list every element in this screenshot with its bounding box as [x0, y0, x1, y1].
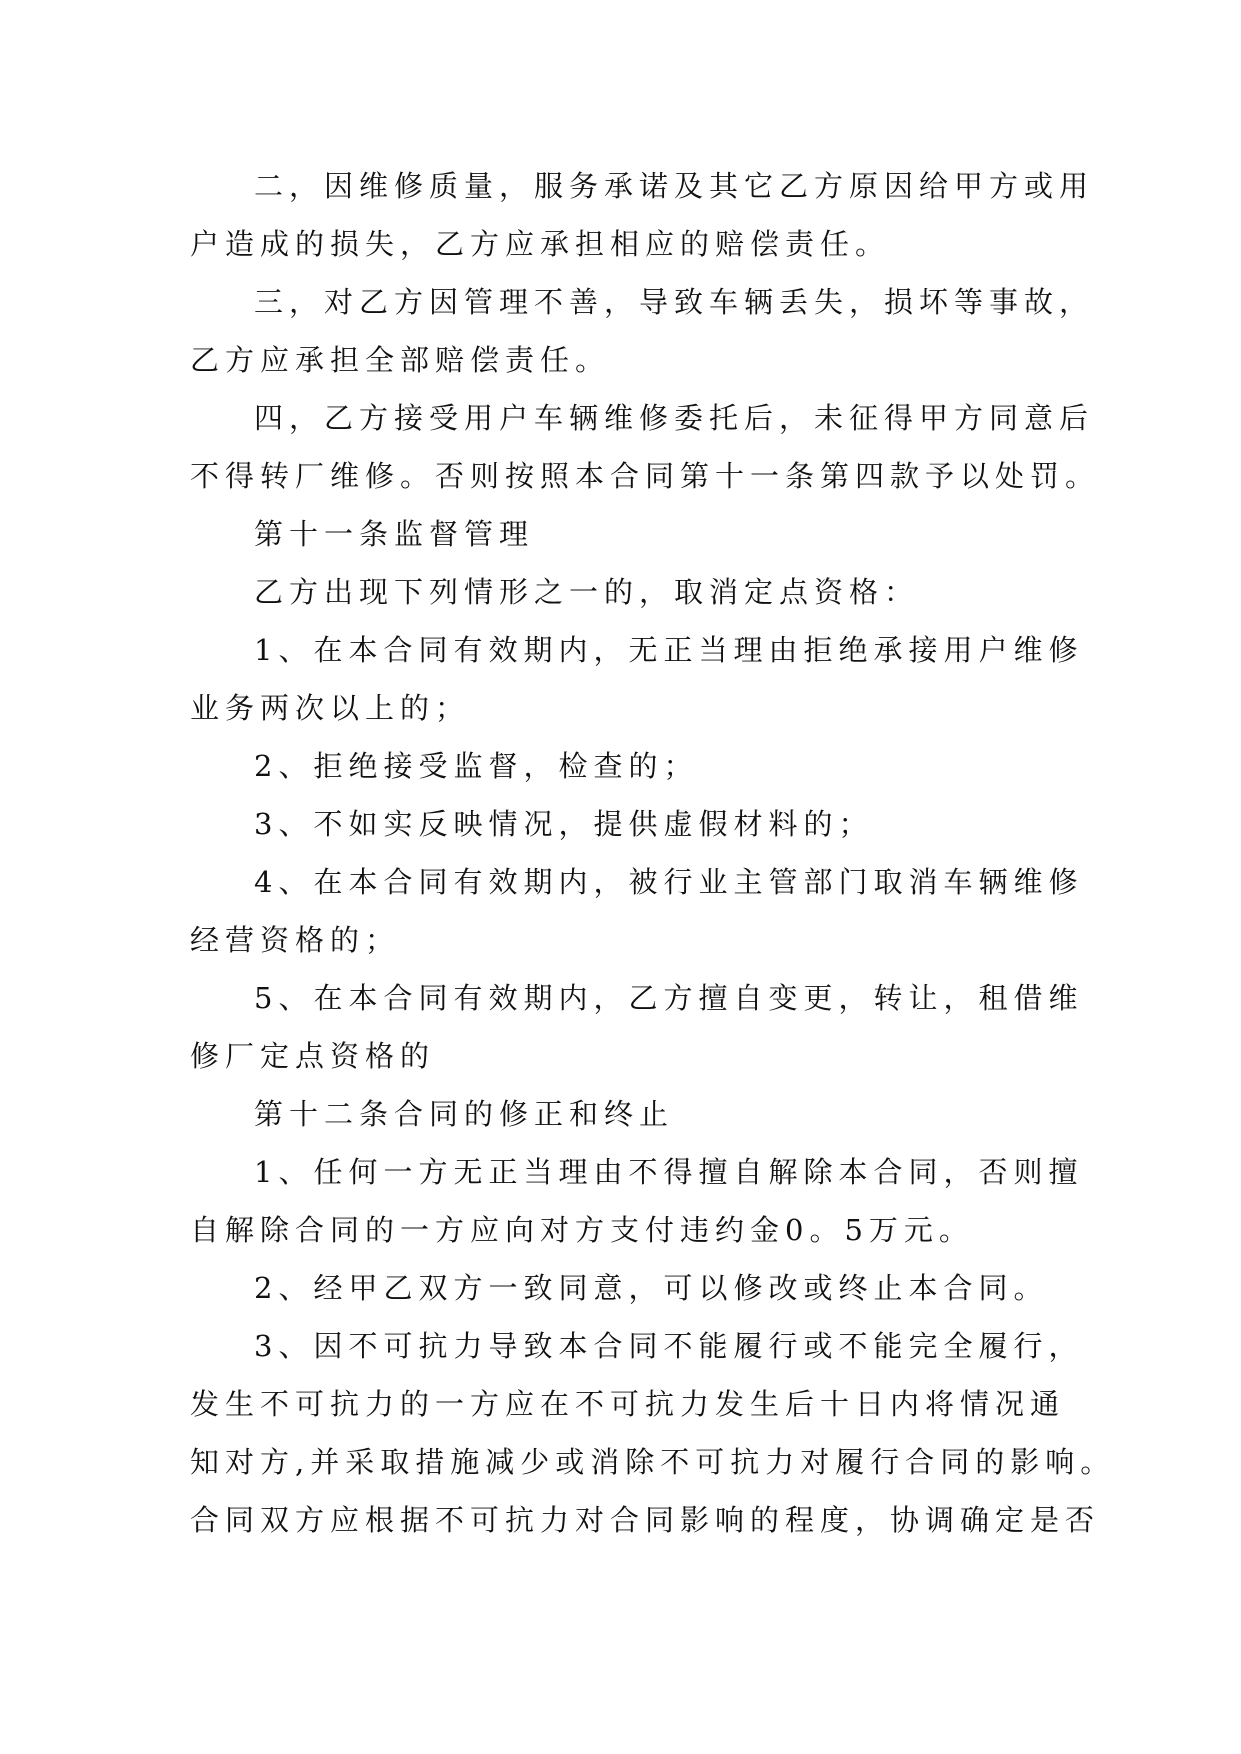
list-item-line: 经营资格的；	[190, 923, 401, 957]
paragraph-line: 乙方应承担全部赔偿责任。	[190, 343, 611, 377]
list-item-line: 1、任何一方无正当理由不得擅自解除本合同，否则擅	[254, 1155, 1084, 1189]
paragraph-line: 三，对乙方因管理不善，导致车辆丢失，损坏等事故，	[254, 285, 1095, 319]
list-item-line: 修厂定点资格的	[190, 1039, 436, 1073]
list-item-line: 自解除合同的一方应向对方支付违约金0。5万元。	[190, 1213, 974, 1247]
list-item-line: 4、在本合同有效期内，被行业主管部门取消车辆维修	[254, 865, 1084, 899]
paragraph-line: 乙方出现下列情形之一的，取消定点资格：	[254, 575, 920, 609]
list-item-line: 发生不可抗力的一方应在不可抗力发生后十日内将情况通	[190, 1387, 1066, 1421]
list-item-line: 5、在本合同有效期内，乙方擅自变更，转让，租借维	[254, 981, 1084, 1015]
section-heading: 第十二条合同的修正和终止	[254, 1097, 675, 1131]
paragraph-line: 不得转厂维修。否则按照本合同第十一条第四款予以处罚。	[190, 459, 1101, 493]
list-item-line: 合同双方应根据不可抗力对合同影响的程度，协调确定是否	[190, 1503, 1101, 1537]
paragraph-line: 户造成的损失，乙方应承担相应的赔偿责任。	[190, 227, 891, 261]
document-body	[190, 157, 1116, 1549]
paragraph-line: 四，乙方接受用户车辆维修委托后，未征得甲方同意后	[254, 401, 1095, 435]
list-item-line: 2、经甲乙双方一致同意，可以修改或终止本合同。	[254, 1271, 1049, 1305]
list-item-line: 2、拒绝接受监督，检查的；	[254, 749, 699, 783]
list-item-line: 知对方,并采取措施减少或消除不可抗力对履行合同的影响。	[190, 1445, 1116, 1479]
list-item-line: 3、不如实反映情况，提供虚假材料的；	[254, 807, 874, 841]
section-heading: 第十一条监督管理	[254, 517, 535, 551]
list-item-line: 业务两次以上的；	[190, 691, 471, 725]
paragraph-line: 二，因维修质量，服务承诺及其它乙方原因给甲方或用	[254, 169, 1095, 203]
list-item-line: 3、因不可抗力导致本合同不能履行或不能完全履行，	[254, 1329, 1084, 1363]
list-item-line: 1、在本合同有效期内，无正当理由拒绝承接用户维修	[254, 633, 1084, 667]
